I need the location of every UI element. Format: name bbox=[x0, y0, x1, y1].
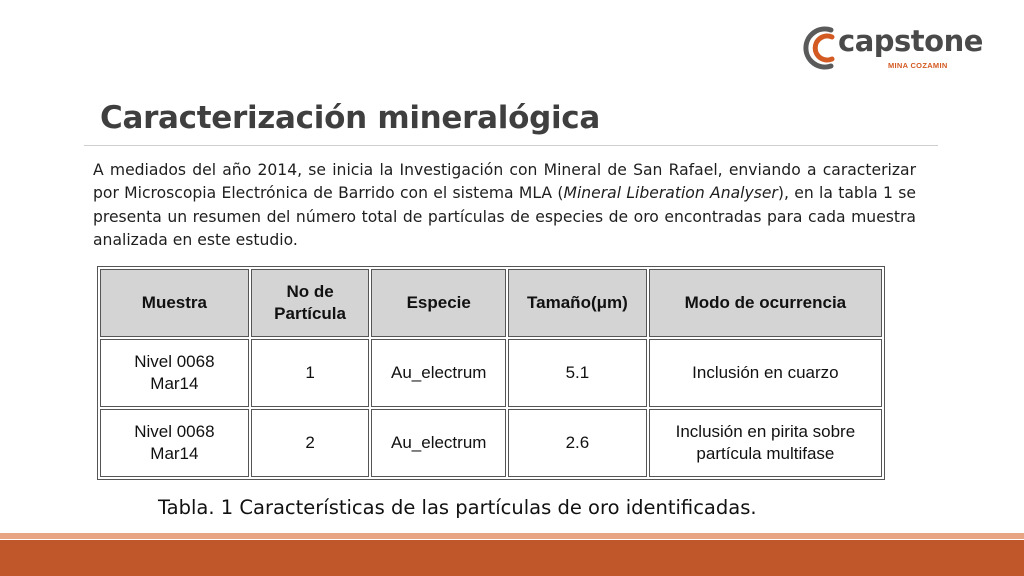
cell-muestra: Nivel 0068 Mar14 bbox=[100, 409, 249, 477]
header-modo-ocurrencia: Modo de ocurrencia bbox=[649, 269, 882, 337]
cell-especie: Au_electrum bbox=[371, 339, 506, 407]
cell-tamano: 2.6 bbox=[508, 409, 647, 477]
capstone-logo bbox=[798, 22, 983, 74]
cell-modo: Inclusión en pirita sobre partícula multifase bbox=[649, 409, 882, 477]
table-header-row bbox=[100, 269, 882, 337]
table-row bbox=[100, 339, 882, 407]
capstone-c-icon bbox=[798, 22, 842, 74]
cell-especie: Au_electrum bbox=[371, 409, 506, 477]
header-especie: Especie bbox=[371, 269, 506, 337]
cell-muestra: Nivel 0068 Mar14 bbox=[100, 339, 249, 407]
logo-wordmark: capstone bbox=[838, 24, 983, 58]
footer-accent-line bbox=[0, 533, 1024, 539]
paragraph-text-start: A mediados del año 2014, se inicia la Investigación con Mineral de San Rafael, enviando a caracterizar por Microscopia Electrónica de Barrido con el sistema MLA ( bbox=[93, 161, 916, 203]
title-divider bbox=[84, 145, 938, 146]
cell-particula: 1 bbox=[251, 339, 370, 407]
cell-modo: Inclusión en cuarzo bbox=[649, 339, 882, 407]
logo-subtitle: MINA COZAMIN bbox=[888, 61, 948, 70]
cell-particula: 2 bbox=[251, 409, 370, 477]
header-no-particula: No de Partícula bbox=[251, 269, 370, 337]
paragraph-text-end: ), en la tabla 1 se presenta un resumen del número total de partículas de especies de oro encontradas para cada muestra analizada en este estudio. bbox=[93, 184, 916, 250]
footer-band bbox=[0, 540, 1024, 576]
header-muestra: Muestra bbox=[100, 269, 249, 337]
header-tamano: Tamaño(μm) bbox=[508, 269, 647, 337]
particles-table bbox=[97, 266, 885, 480]
table-caption: Tabla. 1 Características de las partículas de oro identificadas. bbox=[158, 496, 757, 519]
paragraph-italic-term: Mineral Liberation Analyser bbox=[563, 184, 778, 203]
intro-paragraph bbox=[93, 159, 916, 253]
cell-tamano: 5.1 bbox=[508, 339, 647, 407]
table-row bbox=[100, 409, 882, 477]
slide-title: Caracterización mineralógica bbox=[100, 100, 600, 136]
